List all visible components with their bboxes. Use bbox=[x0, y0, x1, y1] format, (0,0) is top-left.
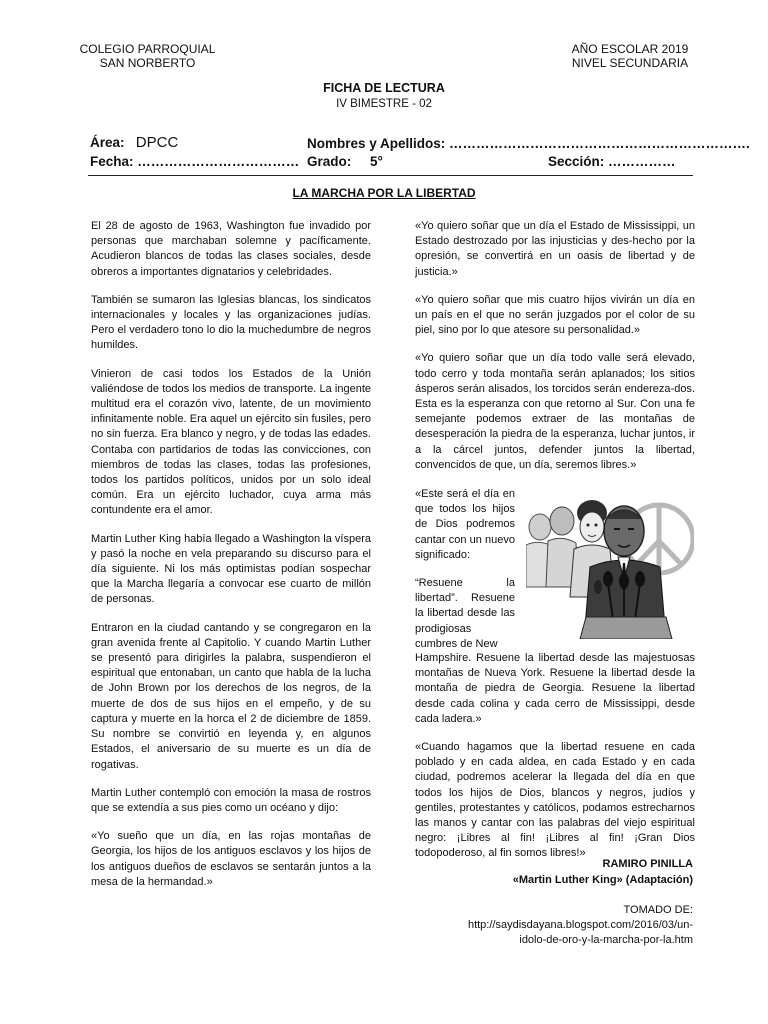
paragraph: También se sumaron las Iglesias blancas, los sindicatos internacionales y locales y las organizaciones judías. Pero el verdadero tono lo dio la muchedumbre de negros humildes. bbox=[91, 293, 371, 352]
paragraph: «Yo quiero soñar que un día el Estado de Mississippi, un Estado destrozado por las injusticias y des-hecho por la opresión, se convertirá en un oasis de libertad y de justicia.» bbox=[415, 220, 695, 278]
crowd-figure bbox=[526, 507, 578, 587]
paragraph: Entraron en la ciudad cantando y se congregaron en la gran avenida frente al Capitolio. Y cuando Martin Luther se presentó para dirigirles la palabra, suspendieron el espiritual que entonaban, un canto que habla de la lucha de John Brown por los derechos de los negros, de la muerte de dos de sus hijos en el empeño, y de su captura y muerte en la horca el 2 de diciembre de 1859. Su nombre se convirtió en leyenda y, en algunos Estados, el aniversario de su muerte es un día de rogativas. bbox=[91, 621, 371, 771]
year-line-2: NIVEL SECUNDARIA bbox=[571, 56, 689, 70]
paragraph: «Yo quiero soñar que un día todo valle será elevado, todo cerro y toda montaña serán aplanados; los sitios ásperos serán alisados, los torcidos serán endereza-dos. Esta es la esperanza con que retorno al Sur. Con una fe semejante podemos extraer de las montañas de desesperación la piedra de la esperanza, luchar juntos, ir a la cárcel juntos, defender juntos la libertad, convencidos de que, un día, seremos libres.» bbox=[415, 352, 695, 471]
paragraph: “Resuene la libertad”. Resuene la libertad desde las prodigiosas cumbres de New bbox=[415, 577, 515, 650]
names-label: Nombres y Apellidos: …………………………………………………………. bbox=[307, 136, 750, 151]
podium-icon bbox=[580, 617, 672, 639]
source-label: TOMADO DE: bbox=[623, 904, 693, 916]
school-name bbox=[70, 42, 225, 70]
paragraph: «Este será el día en que todos los hijos de Dios podremos cantar con un nuevo significado: bbox=[415, 488, 515, 561]
paragraph: Hampshire. Resuene la libertad desde las majestuosas montañas de Nueva York. Resuene la libertad desde la montaña de piedra de Georgia. Resuene la libertad desde cada colina y cada cerro de Mississippi, desde cada ladera.» bbox=[415, 652, 695, 725]
paragraph: Vinieron de casi todos los Estados de la Unión valiéndose de todos los medios de transporte. La ingente multitud era el corazón vivo, latente, de un movimiento infinitamente noble. Era aquel un ejército sin fusiles, pero no sin fuerza. Era blanco y negro, y de todas las edades. Contaba con partidarios de todas las convicciones, con miembros de todas las clases, todas las profesiones, todos los partidos políticos, unidos por un solo ideal común. Era un ejército luchador, cuya arma más contundente era el amor. bbox=[91, 367, 371, 517]
date-label: Fecha: ……………………………… bbox=[90, 154, 300, 169]
march-illustration bbox=[526, 487, 694, 639]
grade-value: 5° bbox=[370, 154, 383, 169]
paragraph: «Cuando hagamos que la libertad resuene en cada poblado y en cada aldea, en cada Estado y en cada ciudad, podremos acelerar la llegada del día en que todos los hijos de Dios, blancos y negros, judíos y gentiles, protestantes y católicos, podamos estrecharnos las manos y cantar con las palabras del viejo espiritual negro: ¡Libres al fin! ¡Libres al fin! ¡Gran Dios todopoderoso, al fin somos libres!» bbox=[415, 741, 695, 860]
area-value: DPCC bbox=[135, 134, 179, 151]
author-name: RAMIRO PINILLA bbox=[602, 858, 693, 870]
work-title: «Martin Luther King» (Adaptación) bbox=[512, 874, 693, 886]
paragraph: «Yo sueño que un día, en las rojas montañas de Georgia, los hijos de los antiguos esclavos y los hijos de los antiguos dueños de esclavos se sentarán juntos a la mesa de la hermandad.» bbox=[91, 830, 371, 888]
area-field bbox=[90, 134, 178, 151]
paragraph: El 28 de agosto de 1963, Washington fue invadido por personas que marchaban solemne y pacíficamente. Acudieron blancos de todas las clases sociales, desde obreros a importantes dignatarios y celebridades. bbox=[91, 220, 371, 278]
section-label: Sección: …………… bbox=[548, 154, 676, 169]
source-url-line-2: idolo-de-oro-y-la-marcha-por-la.htm bbox=[519, 934, 693, 946]
paragraph: Martin Luther contempló con emoción la masa de rostros que se extendía a sus pies como un océano y dijo: bbox=[91, 786, 371, 814]
paragraph: «Yo quiero soñar que mis cuatro hijos vivirán un día en un país en el que no serán juzgados por el color de su piel, sino por lo que atesore su personalidad.» bbox=[415, 293, 695, 337]
form-divider bbox=[88, 175, 693, 176]
grade-field bbox=[307, 154, 383, 169]
school-line-2: SAN NORBERTO bbox=[99, 56, 196, 70]
area-label: Área: bbox=[90, 135, 125, 150]
page-subtitle: IV BIMESTRE - 02 bbox=[336, 98, 432, 110]
school-year bbox=[560, 42, 700, 70]
names-field bbox=[307, 136, 750, 151]
school-line-1: COLEGIO PARROQUIAL bbox=[79, 42, 216, 56]
date-field bbox=[90, 154, 299, 169]
article-left-column bbox=[91, 219, 371, 903]
article-right-column bbox=[415, 219, 695, 486]
page-title: FICHA DE LECTURA bbox=[323, 81, 445, 95]
article-heading: LA MARCHA POR LA LIBERTAD bbox=[292, 186, 476, 200]
section-field bbox=[548, 154, 676, 169]
article-right-continuation bbox=[415, 651, 695, 875]
paragraph: Martin Luther King había llegado a Washington la víspera y pasó la noche en vela preparando su discurso para el día siguiente. Ni los más optimistas podían sospechar que la Marcha llegaría a convocar ese cuarto de millón de personas. bbox=[91, 532, 371, 606]
source-url-line-1: http://saydisdayana.blogspot.com/2016/03/un- bbox=[467, 919, 693, 931]
year-line-1: AÑO ESCOLAR 2019 bbox=[571, 42, 689, 56]
grade-label: Grado: bbox=[307, 154, 352, 169]
